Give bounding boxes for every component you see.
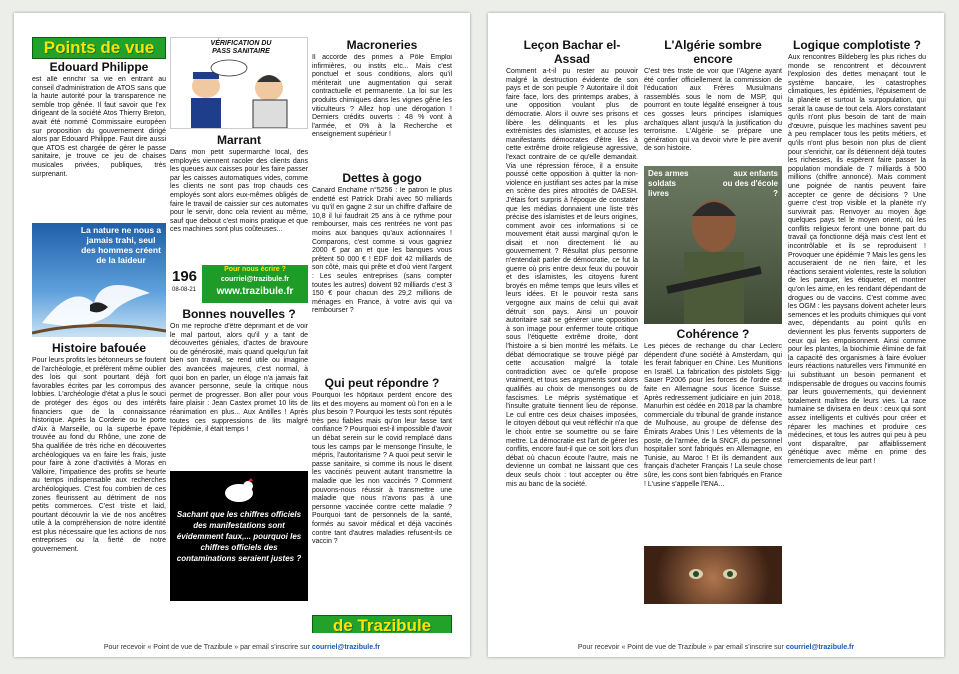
assad-title: Leçon Bachar el-Assad	[523, 38, 621, 66]
edouard-body: est allé enrichir sa vie en entrant au conseil d'administration de ATOS sans que la haute autorité pour la transparence ne semble trop gênée. Il faut savoir que l'ex dirigeant de la société Atos Thierry Breton, avait été nommé Commissaire européen sur proposition du gouvernement dirigé alors par Edouard Philippe. Faut dire aussi que ATOS est chargée de gérer le passe sanitaire, je trouve ce jeu de chaises musicales privées, publiques, très surprenant.	[32, 76, 166, 178]
histoire-title: Histoire bafouée	[51, 341, 147, 355]
edouard-title: Edouard Philippe	[49, 60, 149, 74]
banner-points-de-vue: Points de vue	[32, 37, 166, 59]
footer-text: Pour recevoir « Point de vue de Trazibule » par email s'inscrire sur	[103, 644, 310, 651]
footer-text-2: Pour recevoir « Point de vue de Trazibule » par email s'inscrire sur	[577, 644, 784, 651]
girl-face-icon	[644, 546, 782, 604]
assad-body: Comment a-t-il pu rester au pouvoir malgré la destruction évidente de son pays et de son peuple ? Autoritaire il doit faire face, lors des printemps arabes, à une opposition voulant plus de démocratie. Alors il ouvre ses prisons et libère les délinquants et les plus extrémistes des islamistes, et accuse les manifestants démocrates d'être liés à cette extrême droite religieuse agressive, l'exact contraire de ce qu'elle demandait. Via une répression féroce, il a ensuite poussé cette opposition à quitter la non-violence en justifiant ses actes par la mise en scène des pires atrocités de DAESH. J'étais fort surpris à l'époque de constater que les médias donnaient une liste très précise des islamistes et de leurs origines, comment avoir ces informations si ce mouvement était aussi marginal qu'on le disait et non directement lié au gouvernement ? Résultat plus personne n'entendait parler de démocratie, ce fut la guerre où pris entre deux feux du pouvoir et des islamistes, les citoyens furent broyés en même temps que leurs villes et leurs idées. Et le pouvoir resta sans vergogne aux mains de celui qui avait détruit son pays. Ainsi un pouvoir autoritaire sait se générer une opposition à son image pour enfermer toute critique sous l'étiquette extrême droite, dont l'histoire a si bien montré les méfaits. Le débat démocratique se trouve piégé par cette accusation malgré la totale contradiction avec ce qu'elle propose vraiment, et tous ses arguments sont alors qualifiés au choix de mensonges ou de fascismes. Le mépris systématique et l'insulte gratuite tiennent lieu de réponse. Le cul entre ces deux chaises imposées, le citoyen débout qui veut réfléchir n'a que le choix entre se soumettre ou se faire mettre. La démocratie est l'art de gérer les conflits, encore faut-il que ce soit lors d'un débat où chacun écoute l'autre, mais ne devienne un combat ne laissant que ces deux seuls choix : tout accepter ou être mis au banc de la société.	[506, 68, 638, 488]
bonnes-body: On me reproche d'être déprimant et de voir le mal partout, alors qu'il y a tant de découvertes géniales, d'actes de bravoure ou de générosité, mais quand quelqu'un fait bien son travail, se rend utile ou imagine des avancées majeures, c'est normal, à quoi bon en parler, un éloge n'a jamais fait avancer personne, seule la critique nous permet de progresser. Bon aller pour vous faire plaisir : Jean Castex promet 10 lits de réanimation en plus... Aux Antilles ! Après toutes ces suppressions de lits malgré l'épidémie, il était temps !	[170, 323, 308, 434]
col-middle	[170, 37, 308, 633]
sachant-box	[170, 471, 308, 601]
issue-number: 196	[172, 268, 198, 285]
issue-date: 08-08-21	[172, 287, 197, 293]
col-complotiste	[788, 37, 926, 633]
chicken-icon	[219, 477, 259, 503]
banner-trazibule: de Trazibule	[312, 615, 452, 633]
girl-image	[644, 546, 782, 604]
page-left	[14, 13, 470, 657]
footer-left	[14, 644, 470, 651]
algerie-title: L'Algérie sombre encore	[664, 38, 762, 66]
write-label: Pour nous écrire ?	[224, 266, 286, 273]
col-left	[32, 37, 166, 633]
macroneries-title: Macroneries	[346, 38, 418, 52]
cartoon-image	[170, 37, 308, 129]
footer-email[interactable]: courriel@trazibule.fr	[311, 644, 381, 651]
coherence-body: Les pièces de rechange du char Leclerc dépendent d'une société à Amsterdam, qui les ferait fabriquer en Chine. Les Munitions en Israël. La fabrication des pistolets Sigg-Sauer P2006 pour les forces de l'ordre est faite en Allemagne sous licence Suisse. Après redressement judiciaire en juin 2018, Manurhin est cédée en 2018 par la chambre commerciale du tribunal de grande instance de Mulhouse, au groupe de défense des Émirats Arabes Unis ! Les vêtements de la poste, de l'armée, de la SNCF, du personnel hospitalier sont fabriqués en Allemagne, en Tunisie, au Maroc ! Et ils demandent aux français d'acheter Français ! La seule chose sûre, les cons sont bien fabriqués en France ! L'usine s'appelle l'ENA...	[644, 343, 782, 488]
contact-email[interactable]: courriel@trazibule.fr	[220, 276, 290, 283]
footer-email-2[interactable]: courriel@trazibule.fr	[785, 644, 855, 651]
algerie-body: C'est très triste de voir que l'Algérie ayant été confier officiellement la commission de l'éducation aux Frères Musulmans rassemblés sous le nom de MSP, qui pourront en toute légalité enseigner à tous ces gosses leurs principes islamiques archaïques allant jusqu'à la justification du terrorisme. L'Algérie se prépare une génération qui va devoir vivre le pire avenir de son histoire.	[644, 68, 782, 153]
qui-body: Pourquoi les hôpitaux perdent encore des lits et des moyens au moment où l'on en a le plus besoin ? Pourquoi les tests sont réputés très peu fiables mais qu'on leur fasse tant confiance ? Pourquoi est-il impossible d'avoir un débat serein sur le covid remplacé dans tous les camps par le mensonge l'insulte, le mépris, l'autoritarisme ? A quoi peut servir le passe sanitaire, si comme ils nous le disent les vaccinés peuvent autant transmettre la maladie que les non vaccinés ? Comment pouvons-nous réussir à transmettre une maladie que nous n'avons pas à une personne vaccinée contre cette maladie ? Pourquoi tant de personnels de la santé, formés au savoir médical et déjà vaccinés contre tant d'autres maladies refusent-ils ce vaccin ?	[312, 392, 452, 546]
coherence-title: Cohérence ?	[676, 327, 750, 341]
bonnes-title: Bonnes nouvelles ?	[182, 307, 296, 321]
cartoon-icon	[171, 38, 308, 129]
child-soldier-icon	[644, 166, 782, 324]
child-caption-left: Des armes soldats livres	[648, 169, 689, 198]
marrant-title: Marrant	[216, 133, 261, 147]
nature-caption: La nature ne nous a jamais trahi, seul des hommes créent de la laideur	[80, 225, 162, 265]
marrant-body: Dans mon petit supermarché local, des employés viennent racoler des clients dans les queues aux caisses pour les faire passer par les caisses automatiques vides, comme les clients ne sont pas trop chauds ces employés sont alors eux-mêmes obligés de faire le travail de caissier sur ces automates pour le servir, donc cela revient au même, sauf que debout c'est moins pratique et que ces machines sont plus coûteuses...	[170, 149, 308, 234]
col-assad	[506, 37, 638, 633]
child-caption-right: aux enfants ou des d'école ?	[722, 169, 778, 198]
complotiste-title: Logique complotiste ?	[793, 38, 921, 52]
macroneries-body: Il accorde des primes à Pôle Emploi infirmières, ou instits etc... Mais c'est ponctuel et sous conditions, alors qu'il mériterait une augmentation qui serait contractuelle et permanente. La loi sur les produits chimiques dans les vignes gêne les viticulteurs ? Allez hop une dérogation ! Derniers crédits ouverts : 48 % vont à l'armée, et 0% à la Recherche et enseignement supérieur !	[312, 54, 452, 139]
contact-box	[202, 265, 308, 303]
child-soldier-image	[644, 166, 782, 324]
page-right	[488, 13, 944, 657]
col-right	[312, 37, 452, 633]
bird-image	[32, 223, 166, 337]
footer-right	[488, 644, 944, 651]
dettes-title: Dettes à gogo	[342, 171, 422, 185]
cartoon-caption: VÉRIFICATION DU PASS SANITAIRE	[210, 40, 272, 55]
bird-icon	[32, 223, 166, 337]
issue-box	[170, 265, 308, 303]
histoire-body: Pour leurs profits les bétonneurs se foutent de l'archéologie, et préfèrent même oublier des lois qui sont pourtant déjà fort favorables écrites par les corrompus des lobbies. L'archéologie d'état a plus le souci de protéger des égos ou des intérêts financiers que de la connaissance historique. Après la Corderie ou le porte d'Aix à Marseille, ou la superbe épave trouvée au fond du Rhône, une zone de 5ha qualifiée de très riche en découvertes archéologiques va en faire les frais, juste pour faire à zone d'activités à Moras en Valloire, l'impatience des profits se heurte au temps indispensable aux recherches archéologiques. C'est fou combien de ces zones fleurissent au détriment de nos petits commerces. C'est triste et laid, pourtant découvrir la vie de nos ancêtres utile à la compréhension de notre identité est plus nécessaire que les actions de nos entreprises ou la fierté de notre gouvernement.	[32, 357, 166, 554]
website-link[interactable]: www.trazibule.fr	[216, 286, 294, 297]
complotiste-body: Aux rencontres Bildeberg les plus riches du monde se rencontrent et découvrent l'explosion des dettes menaçant tout le système bancaire, les catastrophes climatiques, les épidémies, l'épuisement de la planète et surtout la surpopulation, qui serait la cause de tout cela. Alors constatant qu'ils n'ont plus besoin de tant de main d'œuvre, puisque les machines savent peu à peu remplacer tous les petits métiers, et qu'ils n'ont plus besoin non plus de client pour s'enrichir, car ils détiennent déjà toutes les richesses, ils espèrent faire passer la population mondiale de 7 milliards à 500 millions (chiffre annoncé). Mais comment une poignée de nantis peuvent faire accepter ce genre de décisions ? Une guerre c'est trop visible et la planète n'y survivrait pas. Renvoyer au moyen âge quelques pays tel le moyen orient, où les conflits religieux feront une bonne part du travail ça fonctionne déjà mais c'est lent et incontrôlable et ils se reproduisent ! Provoquer une épidémie ? Mais les gens les accuseraient de ne rien faire, et les réactions seraient violentes, reste la solution de les parquer, les étiqueter, et montrer qu'on les aime, en les rendant dépendant de drogues ou de vaccins. C'est comme avec les OGM : les paysans doivent acheter leurs semences et les produits chimiques qui vont avec, dépendants au point qu'ils en deviennent les plus fervents supporters de ceux qui les empoisonnent. Ainsi comme pour les plantes, la biochimie élimine de fait la capacité des organismes à faire évoluer leurs réactions naturelles vers l'immunité en lui substituant un besoin permanent et indispensable de drogues ou vaccins fournis par leurs gouvernements, qui deviennent totalement maîtres de leurs vies. La race humaine se divisera en deux : ceux qui sont assez intelligents et cultivés pour créer et réparer les machines et produire ces médecines, et tous les autres qui peu à peu vont disparaître, par affaiblissement génétique avec même en prime des remerciements de leur part !	[788, 54, 926, 465]
sachant-text: Sachant que les chiffres officiels des manifestations sont évidemment faux,... pourquoi les chiffres officiels des contaminations seraient justes ?	[176, 510, 302, 563]
qui-title: Qui peut répondre ?	[324, 376, 440, 390]
col-algerie	[644, 37, 782, 633]
dettes-body: Canard Enchaîné n°5256 : le patron le plus endetté est Patrick Drahi avec 50 milliards vu qu'il en gagne 2 sur un chiffre d'affaire de 10,8 il lui faudrait 25 ans à ce rythme pour rembourser, mais ces rentrées ne vont pas moins aux banques qu'aux actionnaires ! Comparons, c'est comme si vous gagniez 2000 € par an et que les banques vous prêtent 50 000 € ! EDF doit 42 milliards de son côté, mais qui prête et d'où vient l'argent : Les seules entreprises (sans compter toutes les autres) doivent 92 milliards c'est 3 150 € pour chacun des 29,2 millions de ménages en France, à votre avis qui va rembourser ?	[312, 187, 452, 315]
